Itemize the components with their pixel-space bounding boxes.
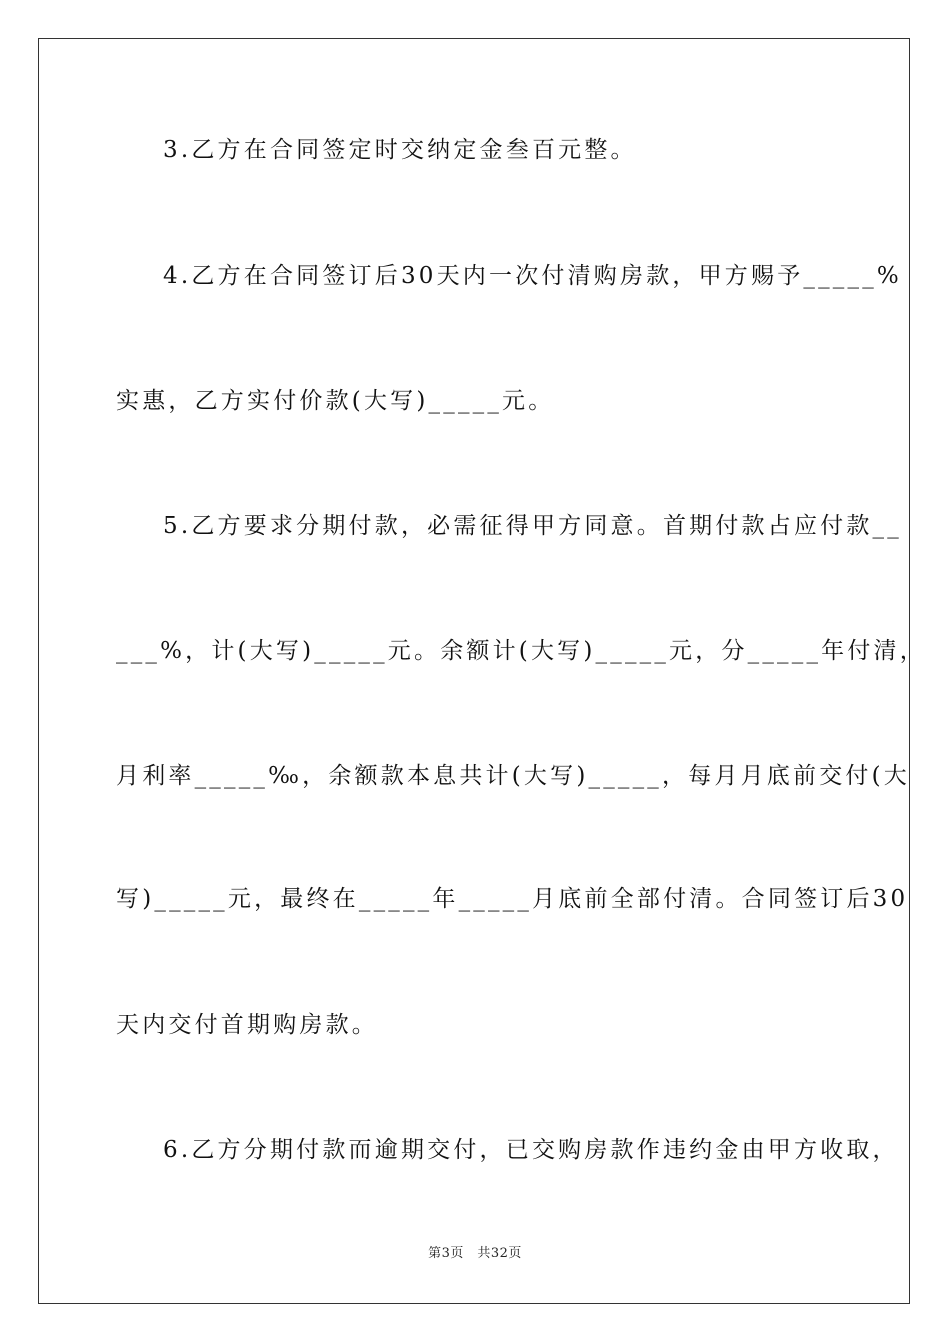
clause-5-line-2: ___%，计(大写)_____元。余额计(大写)_____元，分_____年付清， [116,638,926,664]
clause-4-line-2: 实惠，乙方实付价款(大写)_____元。 [116,388,555,414]
clause-5-line-3: 月利率_____‰，余额款本息共计(大写)_____，每月月底前交付(大 [116,763,910,789]
clause-5-line-4: 写)_____元，最终在_____年_____月底前全部付清。合同签订后30 [116,886,909,912]
clause-5-line-5: 天内交付首期购房款。 [116,1012,378,1038]
clause-4-line-1: 4.乙方在合同签订后30天内一次付清购房款，甲方赐予_____% [163,263,902,289]
clause-6-line-1: 6.乙方分期付款而逾期交付，已交购房款作违约金由甲方收取， [163,1137,899,1163]
clause-5-line-1: 5.乙方要求分期付款，必需征得甲方同意。首期付款占应付款__ [163,513,902,539]
page-number-footer: 第3页 共32页 [428,1246,522,1261]
page-border [38,38,910,1304]
clause-3-line: 3.乙方在合同签定时交纳定金叁百元整。 [163,137,637,163]
